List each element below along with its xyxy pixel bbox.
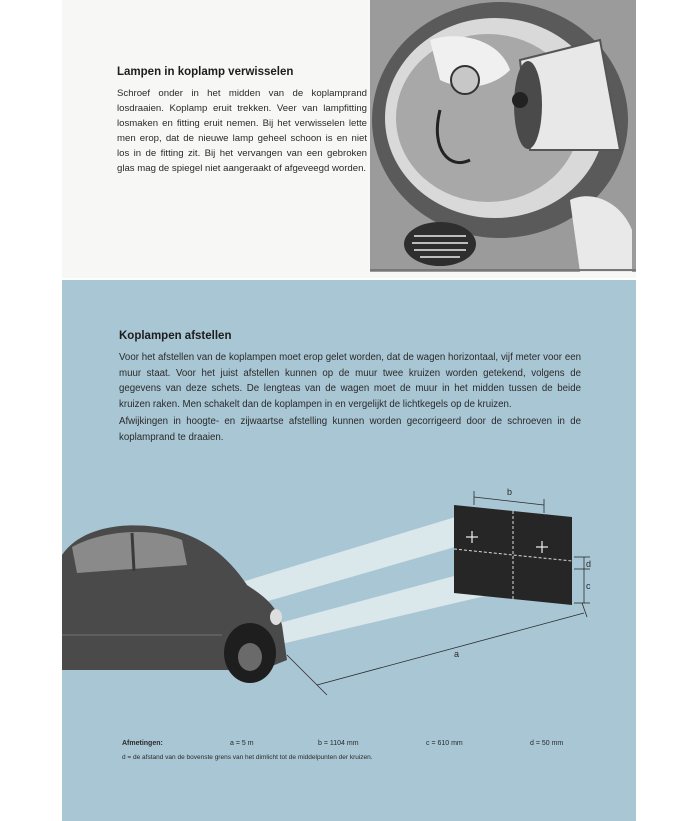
adjustment-text (119, 330, 581, 445)
section-heading-headlamp-adjustment: Koplampen afstellen (119, 330, 232, 342)
dimensions-legend (122, 740, 592, 761)
dimensions-label: Afmetingen: (122, 740, 163, 747)
manual-page (62, 0, 638, 821)
beetle-car (62, 525, 287, 683)
dimension-b-value: b = 1104 mm (318, 740, 359, 747)
dimension-c-value: c = 610 mm (426, 740, 463, 747)
label-d: d (586, 559, 592, 569)
wall-panel (454, 505, 572, 605)
page-margin (636, 0, 699, 821)
top-section (62, 0, 638, 278)
dimensions-row (122, 740, 592, 752)
headlamp-adjustment-diagram (62, 485, 638, 745)
dimension-d-note: d = de afstand van de bovenste grens van het dimlicht tot de middelpunten der kruizen. (122, 754, 373, 761)
headlamp-adjustment-section (62, 280, 638, 821)
label-c: c (586, 581, 591, 591)
adjustment-paragraph-2: Afwijkingen in hoogte- en zijwaartse afstelling kunnen worden gecorrigeerd door de schroeven in de koplamprand te draaien. (119, 416, 581, 443)
lamp-replacement-text (117, 66, 367, 176)
lamp-replacement-instructions: Schroef onder in het midden van de koplamprand losdraaien. Koplamp eruit trekken. Veer van lampfitting losmaken en fitting eruit nemen. Bij het verwisselen lette men erop, dat de nieuwe lamp geheel schoon is en niet los in de fitting zit. Bij het vervangen van een gebroken glas mag de spiegel niet aangeraakt of afgeveegd worden. (117, 88, 367, 174)
label-a: a (454, 649, 460, 659)
headlamp-photo (370, 0, 638, 272)
headlamp-photo-illustration (370, 0, 638, 272)
label-b: b (507, 487, 513, 497)
dimension-d-value: d = 50 mm (530, 740, 564, 747)
adjustment-paragraph-1: Voor het afstellen van de koplampen moet erop gelet worden, dat de wagen horizontaal, vijf meter voor een muur staat. Voor het juist afstellen kunnen op de muur twee kruizen worden getekend, volgens de gegevens van deze schets. De lengteas van de wagen moet de muur in het midden tussen de beide kruizen raken. Men schakelt dan de koplampen in en vergelijkt de lichtkegels op de kruizen. (119, 352, 581, 410)
section-heading-lamp-replacement: Lampen in koplamp verwisselen (117, 66, 294, 78)
dimension-a-value: a = 5 m (230, 740, 254, 747)
